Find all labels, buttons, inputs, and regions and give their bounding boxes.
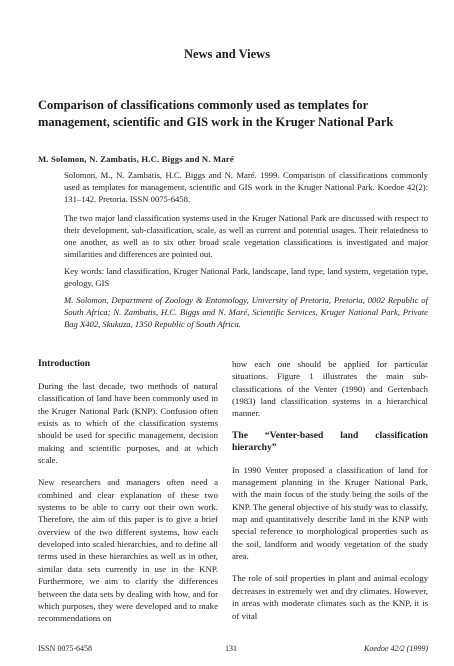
paragraph: In 1990 Venter proposed a classification of land for management planning in the Kruger National Park, with the main focus of the study being the soils of the KNP. The general objective of his study was to classify, map and quantitatively describe land in the KNP with special reference to morphological properties such as the soil, landform and woody vegetation of the study area. <box>232 464 428 562</box>
abstract-body: The two major land classification systems used in the Kruger National Park are discussed with respect to their development, sub-classification, scale, as well as current and potential usages. Their relatedness to one another, as well as to six other broad scale vegetation classifications is investigated and major similarities and differences are pointed out. <box>64 213 428 260</box>
section-heading-venter: The “Venter-based land classification hierarchy” <box>232 429 428 453</box>
page-number: 131 <box>225 644 237 653</box>
footer-issn: ISSN 0075-6458 <box>38 644 93 653</box>
author-list: M. Solomon, N. Zambatis, H.C. Biggs and N. Maré <box>38 154 234 164</box>
left-column <box>38 358 218 635</box>
section-heading-introduction: Introduction <box>38 358 91 369</box>
abstract-citation: Solomon, M., N. Zambatis, H.C. Biggs and N. Maré. 1999. Comparison of classifications commonly used as templates for management, scientific and GIS work in the Kruger National Park. Koedoe 42(2): 131–142. Pretoria. ISSN 0075-6458. <box>64 170 428 205</box>
paragraph-continuation: how each one should be applied for particular situations. Figure 1 illustrates the main sub-classifications of the Venter (1990) and Gertenbach (1983) land classification systems in a hierarchical manner. <box>232 359 428 419</box>
author-affiliation: M. Solomon, Department of Zoology & Entomology, University of Pretoria, Pretoria, 0002 Republic of South Africa; N. Zambatis, H.C. Biggs and N. Maré, Scientific Services, Kruger National Park, Private Bag X402, Skukuza, 1350 Republic of South Africa. <box>64 295 428 330</box>
right-column <box>232 358 428 632</box>
footer-journal: Koedoe 42/2 (1999) <box>364 644 428 653</box>
keywords: Key words: land classification, Kruger National Park, landscape, land type, land system, vegetation type, geology, GIS <box>64 266 428 289</box>
paragraph: New researchers and managers often need a combined and clear explanation of these two systems to be able to carry out their own work. Therefore, the aim of this paper is to give a brief overview of the two different systems, how each developed into scaled hierarchies, and to define all terms used in these hierarchies as well as in other, similar data sets currently in use in the KNP. Furthermore, we aim to clarify the differences between the data sets by dealing with how, and for which purposes, they were developed and to make recommendations on <box>38 477 218 624</box>
paragraph: During the last decade, two methods of natural classification of land have been commonly used in the Kruger National Park (KNP). Confusion often exists as to which of the classification systems should be used for specific management, decision making and scientific purposes, and at which scale. <box>38 381 218 466</box>
paragraph: The role of soil properties in plant and animal ecology decreases in extremely wet and dry climates. However, in areas with moderate climates such as the KNP, it is of vital <box>232 573 428 621</box>
section-header: News and Views <box>183 47 271 61</box>
article-title: Comparison of classifications commonly used as templates for management, scientific and GIS work in the Kruger National Park <box>38 98 394 129</box>
